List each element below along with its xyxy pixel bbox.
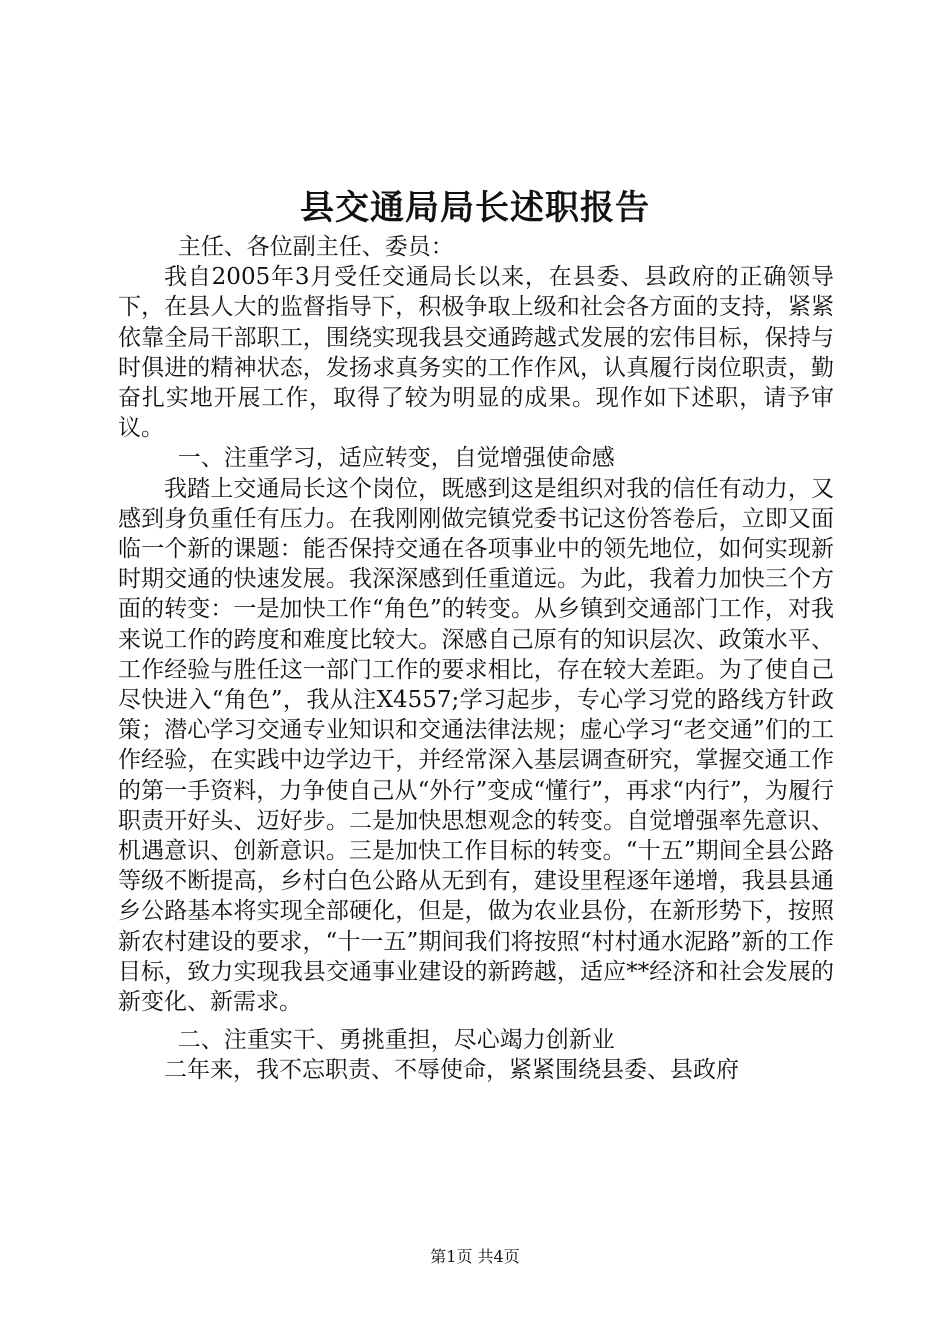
page-footer: 第1页 共4页 [430, 1247, 520, 1266]
paragraph-section-1: 我踏上交通局长这个岗位，既感到这是组织对我的信任有动力，又感到身负重任有压力。在我刚刚做完镇党委书记这份答卷后，立即又面临一个新的课题：能否保持交通在各项事业中的领先地位，如何实现新时期交通的快速发展。我深深感到任重道远。为此，我着力加快三个方面的转变：一是加快工作“角色”的转变。从乡镇到交通部门工作，对我来说工作的跨度和难度比较大。深感自己原有的知识层次、政策水平、工作经验与胜任这一部门工作的要求相比，存在较大差距。为了使自己尽快进入“角色”，我从注X4557;学习起步，专心学习党的路线方针政策；潜心学习交通专业知识和交通法律法规；虚心学习“老交通”们的工作经验，在实践中边学边干，并经常深入基层调查研究，掌握交通工作的第一手资料，力争使自己从“外行”变成“懂行”，再求“内行”，为履行职责开好头、迈好步。二是加快思想观念的转变。自觉增强率先意识、机遇意识、创新意识。三是加快工作目标的转变。“十五”期间全县公路等级不断提高，乡村白色公路从无到有，建设里程逐年递增，我县县通乡公路基本将实现全部硬化，但是，做为农业县份，在新形势下，按照新农村建设的要求，“十一五”期间我们将按照“村村通水泥路”新的工作目标，致力实现我县交通事业建设的新跨越，适应**经济和社会发展的新变化、新需求。 [118, 475, 834, 1016]
page-title: 县交通局局长述职报告 [300, 188, 650, 228]
salutation: 主任、各位副主任、委员： [177, 234, 454, 260]
section-heading-1: 一、注重学习，适应转变，自觉增强使命感 [177, 445, 615, 472]
section-heading-2: 二、注重实干、勇挑重担，尽心竭力创新业 [177, 1027, 615, 1054]
paragraph-intro: 我自2005年3月受任交通局长以来，在县委、县政府的正确领导下，在县人大的监督指导下，积极争取上级和社会各方面的支持，紧紧依靠全局干部职工，围绕实现我县交通跨越式发展的宏伟目标，保持与时俱进的精神状态，发扬求真务实的工作作风，认真履行岗位职责，勤奋扎实地开展工作，取得了较为明显的成果。现作如下述职，请予审议。 [118, 264, 834, 442]
paragraph-section-2: 二年来，我不忘职责、不辱使命，紧紧围绕县委、县政府 [164, 1057, 739, 1084]
document-body [118, 232, 834, 1086]
